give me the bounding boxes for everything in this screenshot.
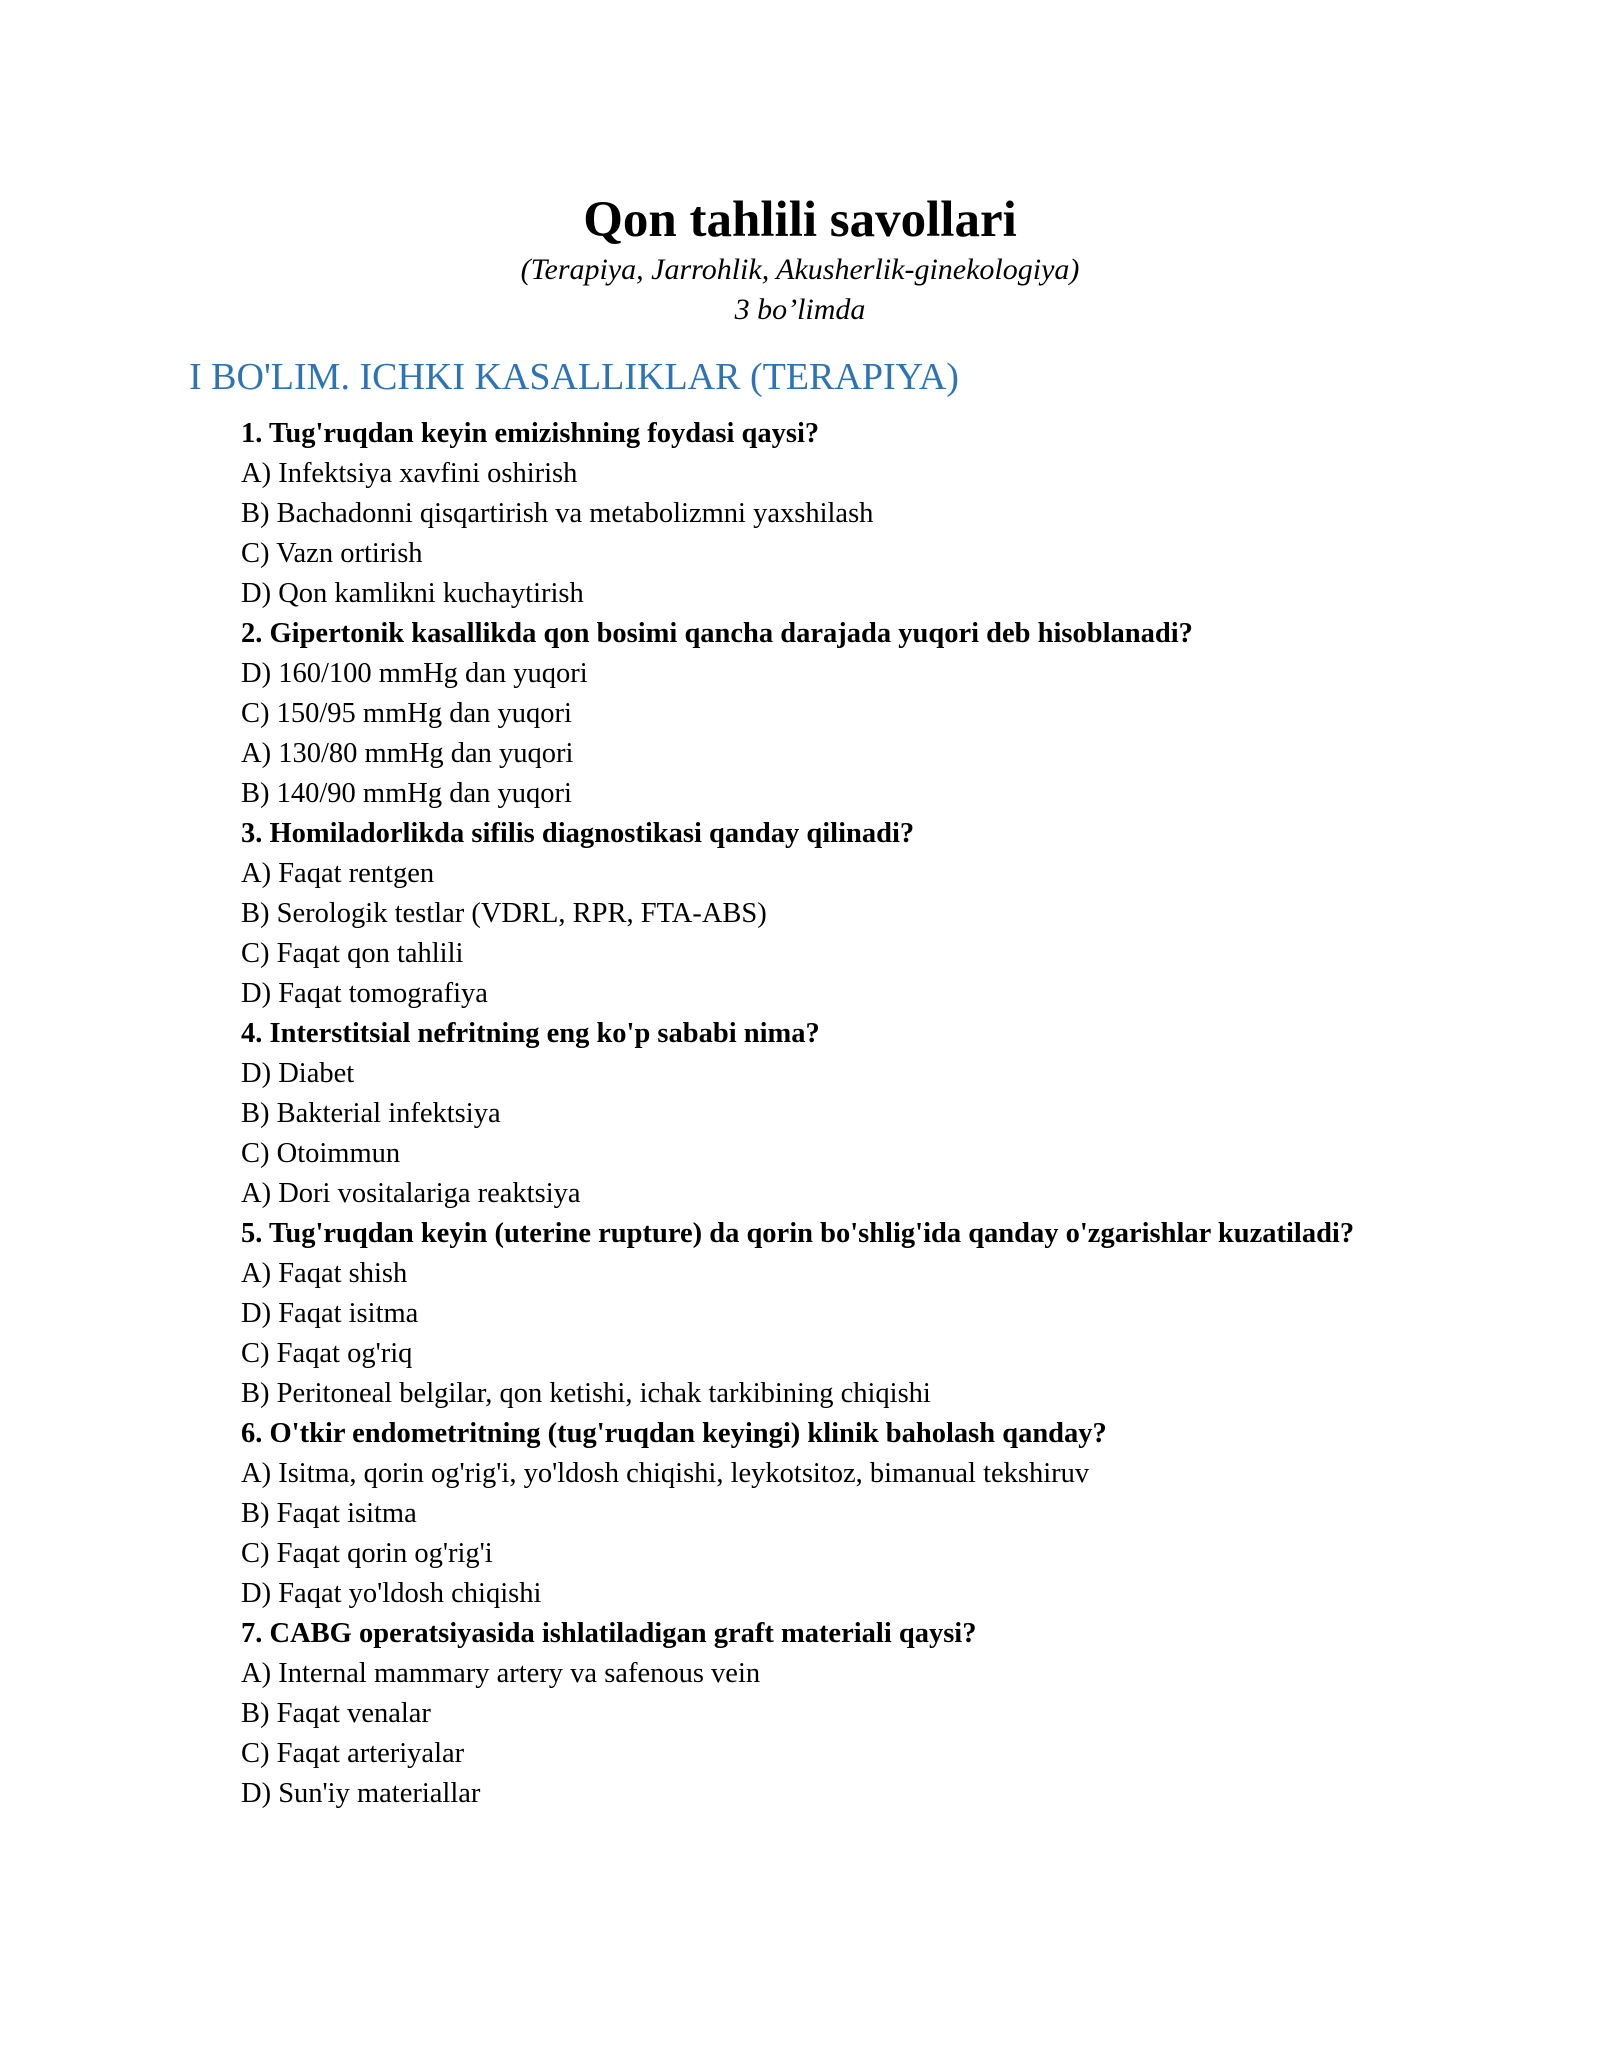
answer-option: A) 130/80 mmHg dan yuqori	[241, 738, 574, 769]
question-item	[241, 1014, 1421, 1214]
question-text: 5. Tug'ruqdan keyin (uterine rupture) da qorin bo'shlig'ida qanday o'zgarishlar kuzatiladi?	[241, 1218, 1355, 1249]
answer-option: C) Faqat qon tahlili	[241, 938, 464, 969]
question-text: 3. Homiladorlikda sifilis diagnostikasi qanday qilinadi?	[241, 818, 915, 849]
question-list	[241, 414, 1421, 1814]
question-item	[241, 614, 1421, 814]
answer-option: D) Qon kamlikni kuchaytirish	[241, 578, 584, 609]
answer-option: B) Faqat isitma	[241, 1498, 417, 1529]
answer-option: B) Bakterial infektsiya	[241, 1098, 501, 1129]
answer-option: C) Faqat qorin og'rig'i	[241, 1538, 493, 1569]
document-section-count: 3 bo’limda	[734, 293, 866, 326]
question-item	[241, 1414, 1421, 1614]
answer-option: A) Dori vositalariga reaktsiya	[241, 1178, 581, 1209]
answer-option: B) 140/90 mmHg dan yuqori	[241, 778, 572, 809]
answer-option: C) 150/95 mmHg dan yuqori	[241, 698, 572, 729]
answer-option: D) Sun'iy materiallar	[241, 1778, 481, 1809]
question-text: 6. O'tkir endometritning (tug'ruqdan keyingi) klinik baholash qanday?	[241, 1418, 1107, 1449]
document-subtitle: (Terapiya, Jarrohlik, Akusherlik-ginekologiya)	[520, 253, 1080, 286]
question-text: 2. Gipertonik kasallikda qon bosimi qancha darajada yuqori deb hisoblanadi?	[241, 618, 1193, 649]
answer-option: D) Diabet	[241, 1058, 355, 1089]
answer-option: B) Peritoneal belgilar, qon ketishi, ichak tarkibining chiqishi	[241, 1378, 931, 1409]
answer-option: B) Serologik testlar (VDRL, RPR, FTA-ABS)	[241, 898, 767, 929]
answer-option: A) Faqat shish	[241, 1258, 408, 1289]
answer-option: B) Bachadonni qisqartirish va metabolizmni yaxshilash	[241, 498, 874, 529]
answer-option: D) Faqat yo'ldosh chiqishi	[241, 1578, 542, 1609]
answer-option: A) Internal mammary artery va safenous vein	[241, 1658, 761, 1689]
answer-option: D) Faqat isitma	[241, 1298, 419, 1329]
answer-option: B) Faqat venalar	[241, 1698, 431, 1729]
answer-option: C) Faqat og'riq	[241, 1338, 413, 1369]
answer-option: A) Isitma, qorin og'rig'i, yo'ldosh chiqishi, leykotsitoz, bimanual tekshiruv	[241, 1458, 1090, 1489]
answer-option: C) Vazn ortirish	[241, 538, 423, 569]
question-item	[241, 1614, 1421, 1814]
question-item	[241, 814, 1421, 1014]
section-heading: I BO'LIM. ICHKI KASALLIKLAR (TERAPIYA)	[189, 356, 959, 398]
document-title: Qon tahlili savollari	[583, 192, 1017, 248]
question-item	[241, 414, 1421, 614]
answer-option: A) Faqat rentgen	[241, 858, 435, 889]
question-item	[241, 1214, 1421, 1414]
answer-option: C) Faqat arteriyalar	[241, 1738, 465, 1769]
answer-option: D) Faqat tomografiya	[241, 978, 488, 1009]
answer-option: C) Otoimmun	[241, 1138, 401, 1169]
question-text: 4. Interstitsial nefritning eng ko'p sababi nima?	[241, 1018, 820, 1049]
question-text: 7. CABG operatsiyasida ishlatiladigan graft materiali qaysi?	[241, 1618, 977, 1649]
answer-option: D) 160/100 mmHg dan yuqori	[241, 658, 588, 689]
question-text: 1. Tug'ruqdan keyin emizishning foydasi qaysi?	[241, 418, 820, 449]
answer-option: A) Infektsiya xavfini oshirish	[241, 458, 578, 489]
